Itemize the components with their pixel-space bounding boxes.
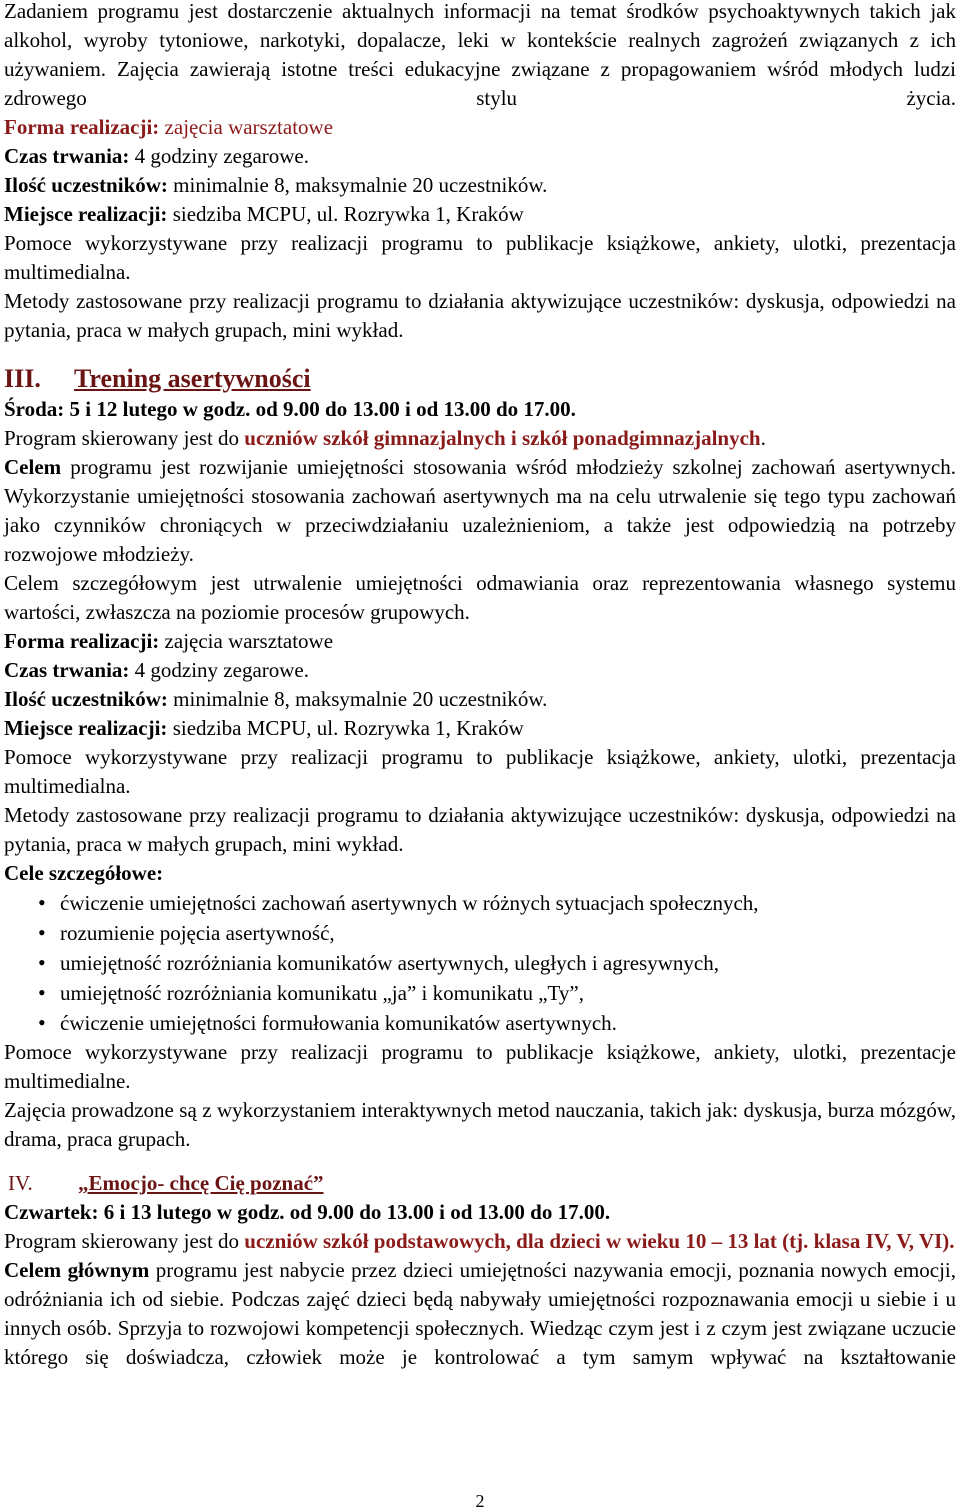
forma-label: Forma realizacji: [4, 115, 160, 139]
section-number: IV. [8, 1171, 33, 1195]
section-3-forma: Forma realizacji: zajęcia warsztatowe [4, 629, 334, 653]
forma-value: zajęcia warsztatowe [159, 115, 334, 139]
section-3-cele-list [4, 888, 956, 1038]
czas-label: Czas trwania: [4, 144, 130, 168]
intro-forma [4, 113, 956, 142]
section-3-cel-szczegolowy: Celem szczegółowym jest utrwalenie umiejętności odmawiania oraz reprezentowania własnego systemu wartości, zwłaszcza na poziomie procesów grupowych. [4, 571, 956, 624]
intro-ilosc [4, 171, 956, 200]
miejsce-label: Miejsce realizacji: [4, 202, 168, 226]
section-3-heading [4, 363, 956, 395]
section-3-zajecia: Zajęcia prowadzone są z wykorzystaniem interaktywnych metod nauczania, takich jak: dyskusja, burza mózgów, drama, praca grupach. [4, 1098, 956, 1151]
section-3-metody: Metody zastosowane przy realizacji programu to działania aktywizujące uczestników: dyskusja, odpowiedzi na pytania, praca w małych grupach, mini wykład. [4, 803, 956, 856]
section-3-cel: Celem programu jest rozwijanie umiejętności stosowania wśród młodzieży szkolnej zachowań asertywnych. Wykorzystanie umiejętności stosowania zachowań asertywnych ma na celu utrwalenie się tego typu zachowań jako czynników chroniących w przeciwdziałaniu uzależnieniom, a także jest odpowiedzią na potrzeby rozwojowe młodzieży. [4, 455, 956, 566]
section-3-pomoce: Pomoce wykorzystywane przy realizacji programu to publikacje książkowe, ankiety, ulotki, prezentacja multimedialna. [4, 745, 956, 798]
section-3-pomoce-2: Pomoce wykorzystywane przy realizacji programu to publikacje książkowe, ankiety, ulotki, prezentacje multimedialne. [4, 1040, 956, 1093]
section-3-audience: Program skierowany jest do uczniów szkół gimnazjalnych i szkół ponadgimnazjalnych. [4, 426, 766, 450]
ilosc-value: minimalnie 8, maksymalnie 20 uczestników. [167, 173, 548, 197]
list-item: • ćwiczenie umiejętności formułowania komunikatów asertywnych. [60, 1008, 956, 1038]
list-item: • ćwiczenie umiejętności zachowań asertywnych w różnych sytuacjach społecznych, [60, 888, 956, 918]
section-3-ilosc: Ilość uczestników: minimalnie 8, maksymalnie 20 uczestników. [4, 687, 548, 711]
intro-miejsce [4, 200, 956, 229]
miejsce-value: siedziba MCPU, ul. Rozrywka 1, Kraków [167, 202, 524, 226]
list-item: • umiejętność rozróżniania komunikatu „ja” i komunikatu „Ty”, [60, 978, 956, 1008]
section-3-czas: Czas trwania: 4 godziny zegarowe. [4, 658, 310, 682]
section-4-audience: Program skierowany jest do uczniów szkół podstawowych, dla dzieci w wieku 10 – 13 lat (tj. klasa IV, V, VI). [4, 1229, 955, 1253]
page-number: 2 [475, 1491, 485, 1511]
intro-czas [4, 142, 956, 171]
section-3-miejsce: Miejsce realizacji: siedziba MCPU, ul. Rozrywka 1, Kraków [4, 716, 524, 740]
czas-value: 4 godziny zegarowe. [129, 144, 310, 168]
intro-paragraph: Zadaniem programu jest dostarczenie aktualnych informacji na temat środków psychoaktywnych takich jak alkohol, wyroby tytoniowe, narkotyki, dopalacze, leki w kontekście realnych zagrożeń związanych z ich używaniem. Zajęcia zawierają istotne treści edukacyjne związane z propagowaniem wśród młodych ludzi zdrowego stylu życia. [4, 0, 956, 110]
section-4-date: Czwartek: 6 i 13 lutego w godz. od 9.00 do 13.00 i od 13.00 do 17.00. [4, 1200, 611, 1224]
section-title: Trening asertywności [74, 364, 311, 393]
section-4-heading [4, 1168, 956, 1198]
ilosc-label: Ilość uczestników: [4, 173, 168, 197]
section-4-cel: Celem głównym programu jest nabycie przez dzieci umiejętności nazywania emocji, poznania nowych emocji, odróżniania ich od siebie. Podczas zajęć dzieci będą nabywały umiejętności rozpoznawania emocji u siebie i u innych osób. Sprzyja to rozwojowi kompetencji społecznych. Wiedząc czym jest i z czym jest związane uczucie którego się doświadcza, człowiek może je kontrolować a tym samym wpływać na kształtowanie [4, 1258, 957, 1369]
section-title: „Emocjo- chcę Cię poznać” [78, 1171, 324, 1195]
list-item: • umiejętność rozróżniania komunikatów asertywnych, uległych i agresywnych, [60, 948, 956, 978]
list-item: • rozumienie pojęcia asertywność, [60, 918, 956, 948]
section-3-date: Środa: 5 i 12 lutego w godz. od 9.00 do 13.00 i od 13.00 do 17.00. [4, 397, 576, 421]
section-3-cele-label: Cele szczegółowe: [4, 861, 164, 885]
intro-metody: Metody zastosowane przy realizacji programu to działania aktywizujące uczestników: dyskusja, odpowiedzi na pytania, praca w małych grupach, mini wykład. [4, 289, 956, 342]
document-page [4, 0, 956, 1372]
intro-pomoce: Pomoce wykorzystywane przy realizacji programu to publikacje książkowe, ankiety, ulotki, prezentacja multimedialna. [4, 231, 956, 284]
section-number: III. [4, 364, 41, 393]
